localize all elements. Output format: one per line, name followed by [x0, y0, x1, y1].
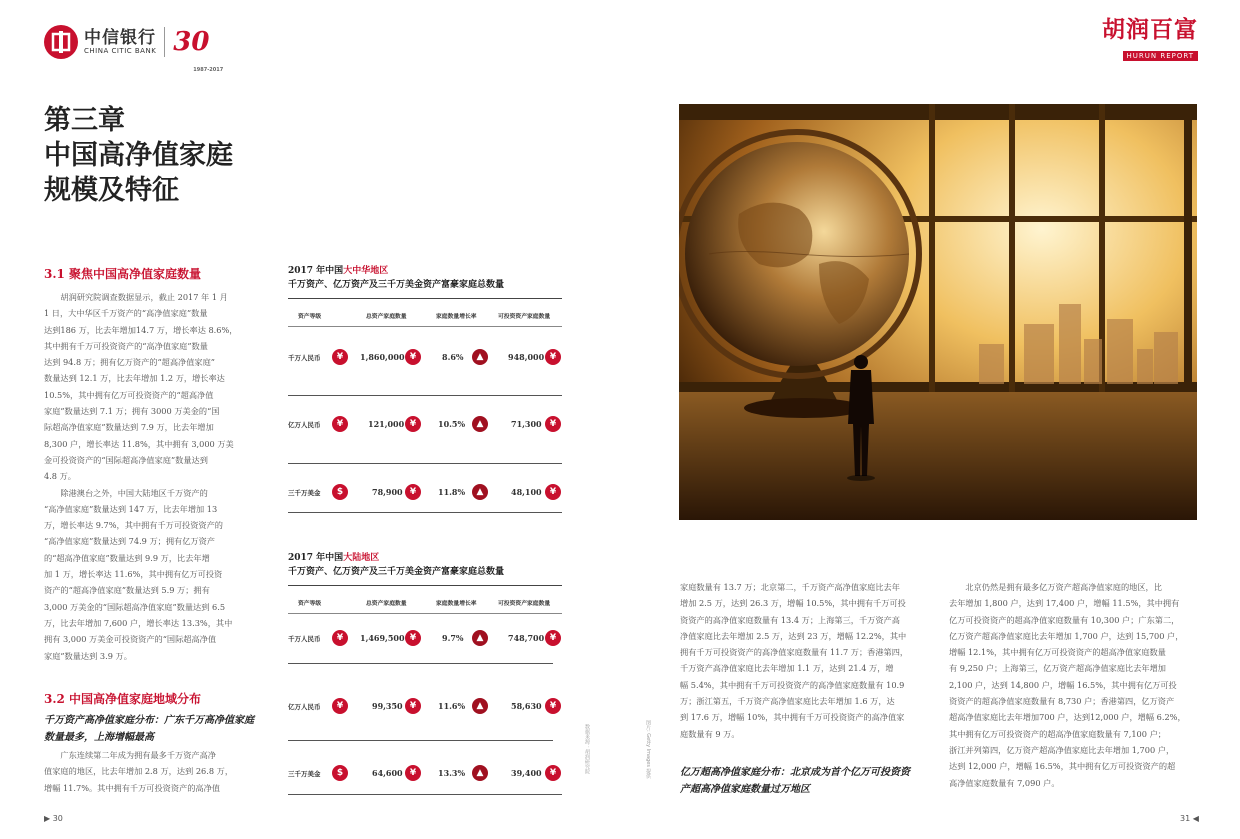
section-heading: 3.1 聚焦中国高净值家庭数量 — [44, 267, 202, 281]
text-line: 超高净值家庭比去年增加700 户，达到12,000 户，增幅 6.2%， — [949, 712, 1186, 723]
growth-rate: 9.7% — [442, 633, 464, 643]
section-heading: 3.2 中国高净值家庭地域分布 — [44, 692, 202, 706]
table-title — [288, 264, 562, 278]
text-line: 除港澳台之外，中国大陆地区千万资产的 — [60, 487, 208, 498]
column-header: 资产等级 — [298, 601, 322, 607]
column-header: 家庭数量增长率 — [436, 601, 477, 607]
column-header: 总资产家庭数量 — [366, 314, 407, 320]
text-line: 增幅 11.7%。其中拥有千万可投资资产的高净值 — [44, 782, 220, 793]
table-rule — [288, 298, 562, 299]
rmb-coin-icon: ¥ — [332, 349, 348, 365]
section-body — [44, 747, 246, 796]
table-row — [288, 696, 562, 716]
rmb-coin-icon: ¥ — [332, 416, 348, 432]
growth-arrow-icon: ▲ — [472, 630, 488, 646]
table-rule — [288, 663, 553, 664]
investable-households: 948,000 — [508, 352, 545, 362]
page-arrow-icon: ◀ — [1190, 814, 1199, 823]
yen-coin-icon: ¥ — [405, 698, 421, 714]
text-line: 有 9,250 户；上海第三，亿万资产超高净值家庭比去年增加 — [949, 663, 1166, 674]
text-line: 幅 5.4%，其中拥有千万可投资资产的高净值家庭数量有 10.9 — [680, 679, 905, 690]
text-line: 亿万资产超高净值家庭比去年增加 1,700 户，达到 15,700 户， — [949, 630, 1184, 641]
text-line: 4.8 万。 — [44, 471, 76, 482]
text-line: 的“超高净值家庭”数量达到 9.9 万，比去年增 — [44, 552, 210, 563]
anniversary-mark — [173, 27, 224, 73]
investable-households: 71,300 — [511, 419, 542, 429]
text-line: 万，比去年增加 7,600 户，增长率达 13.3%，其中 — [44, 617, 233, 628]
investable-households: 39,400 — [511, 768, 542, 778]
citic-bank-logo — [44, 22, 224, 73]
text-line: 8,300 户，增长率达 11.8%，其中拥有 3,000 万美 — [44, 438, 234, 449]
growth-rate: 11.8% — [438, 487, 466, 497]
total-households: 64,600 — [372, 768, 403, 778]
table-row — [288, 628, 562, 648]
text-line: 资资产的超高净值家庭数量有 8,730 户；香港第四，亿万资产 — [949, 696, 1175, 707]
dollar-coin-icon: $ — [332, 765, 348, 781]
row-label: 三千万美金 — [288, 488, 321, 497]
text-line: 千万资产高净值家庭比去年增加 1.1 万，达到 21.4 万，增 — [680, 663, 894, 674]
text-line: 增幅 12.1%，其中拥有亿万可投资资产的超高净值家庭数量 — [949, 647, 1166, 658]
table-row — [288, 414, 562, 434]
table-title-region: 大中华地区 — [343, 266, 389, 276]
table-greater-china — [288, 264, 562, 514]
growth-rate: 13.3% — [438, 768, 466, 778]
table-row — [288, 763, 562, 783]
text-line: 增加 2.5 万，达到 26.3 万，增幅 10.5%，其中拥有千万可投 — [680, 598, 906, 609]
growth-arrow-icon: ▲ — [472, 765, 488, 781]
bank-name-en: CHINA CITIC BANK — [84, 47, 157, 55]
body-column — [680, 579, 928, 742]
hurun-logo — [1078, 18, 1198, 62]
yen-coin-icon: ¥ — [545, 765, 561, 781]
chapter-title-line: 规模及特征 — [44, 175, 179, 206]
hurun-name-en: HURUN REPORT — [1123, 51, 1198, 61]
column-header: 可投资资产家庭数量 — [498, 601, 551, 607]
total-households: 99,350 — [372, 701, 403, 711]
yen-coin-icon: ¥ — [545, 630, 561, 646]
table-subtitle: 千万资产、亿万资产及三千万美金资产富豪家庭总数量 — [288, 567, 505, 577]
citic-emblem-icon — [44, 25, 78, 59]
text-line: 庭数量有 9 万。 — [680, 728, 740, 739]
text-line: 亿万可投资资产的超高净值家庭数量有 10,300 户；广东第二， — [949, 614, 1180, 625]
growth-rate: 10.5% — [438, 419, 466, 429]
growth-arrow-icon: ▲ — [472, 484, 488, 500]
bank-name-cn: 中信银行 — [84, 28, 156, 48]
text-line: 去年增加 1,800 户，达到 17,400 户，增幅 11.5%，其中拥有 — [949, 598, 1180, 609]
rmb-coin-icon: ¥ — [332, 698, 348, 714]
text-line: 家庭数量有 13.7 万；北京第二，千万资产高净值家庭比去年 — [680, 582, 900, 592]
chapter-title-line: 中国高净值家庭 — [44, 140, 233, 171]
text-line: 资产的“超高净值家庭”数量达到 5.9 万；拥有 — [44, 585, 210, 596]
growth-arrow-icon: ▲ — [472, 349, 488, 365]
page-number-left — [44, 814, 63, 823]
total-households: 78,900 — [372, 487, 403, 497]
growth-rate: 8.6% — [442, 352, 464, 362]
text-line: 2,100 户，达到 14,800 户，增幅 16.5%，其中拥有亿万可投 — [949, 679, 1177, 690]
table-title-region: 大陆地区 — [343, 553, 380, 563]
column-header: 可投资资产家庭数量 — [498, 314, 551, 320]
text-line: 值家庭的地区，比去年增加 2.8 万，达到 26.8 万， — [44, 766, 234, 777]
growth-arrow-icon: ▲ — [472, 416, 488, 432]
text-line: 资资产的高净值家庭数量有 13.4 万；上海第三，千万资产高 — [680, 614, 900, 625]
text-line: 其中拥有亿万可投资资产的超高净值家庭数量有 7,100 户； — [949, 728, 1166, 739]
chapter-title — [44, 103, 233, 208]
text-line: 到 17.6 万，增幅 10%，其中拥有千万可投资资产的高净值家 — [680, 712, 905, 723]
table-subtitle: 千万资产、亿万资产及三千万美金资产富豪家庭总数量 — [288, 280, 505, 290]
investable-households: 48,100 — [511, 487, 542, 497]
text-line: 万；浙江第五，千万资产高净值家庭比去年增加 1.6 万，达 — [680, 696, 895, 707]
text-line: 数量达到 12.1 万，比去年增加 1.2 万，增长率达 — [44, 373, 225, 384]
image-credit: 图片: Getty Images 提供 — [645, 720, 651, 779]
yen-coin-icon: ¥ — [405, 416, 421, 432]
total-households: 121,000 — [368, 419, 405, 429]
text-line: 胡润研究院调查数据显示，截止 2017 年 1 月 — [60, 292, 228, 302]
yen-coin-icon: ¥ — [545, 698, 561, 714]
column-header: 总资产家庭数量 — [366, 601, 407, 607]
text-line: 际超高净值家庭”数量达到 7.9 万，比去年增加 — [44, 422, 214, 433]
table-row — [288, 347, 562, 367]
yen-coin-icon: ¥ — [405, 484, 421, 500]
logo-divider — [164, 27, 165, 57]
page-number-value: 31 — [1180, 814, 1191, 823]
text-line: 其中拥有千万可投资资产的“高净值家庭”数量 — [44, 340, 208, 351]
text-line: 万，增长率达 9.7%，其中拥有千万可投资资产的 — [44, 520, 223, 531]
sub-heading-line: 产超高净值家庭数量过万地区 — [680, 784, 810, 795]
text-line: 3,000 万美金的“国际超高净值家庭”数量达到 6.5 — [44, 601, 226, 612]
dollar-coin-icon: $ — [332, 484, 348, 500]
data-source-credit: 数据来源：胡润研究院 — [584, 724, 590, 774]
column-header: 资产等级 — [298, 314, 322, 320]
table-title-prefix: 2017 年中国 — [288, 266, 344, 276]
text-line: 浙江并列第四，亿万资产超高净值家庭比去年增加 1,700 户， — [949, 744, 1175, 755]
text-line: 高净值家庭数量有 7,090 户。 — [949, 777, 1060, 788]
sub-heading — [44, 712, 254, 746]
row-label: 亿万人民币 — [288, 420, 321, 429]
yen-coin-icon: ¥ — [545, 416, 561, 432]
yen-coin-icon: ¥ — [405, 349, 421, 365]
table-rule — [288, 613, 562, 614]
body-column — [949, 579, 1197, 791]
row-label: 亿万人民币 — [288, 702, 321, 711]
investable-households: 748,700 — [508, 633, 545, 643]
page-number-value: 30 — [52, 814, 63, 823]
table-rule — [288, 395, 562, 396]
investable-households: 58,630 — [511, 701, 542, 711]
yen-coin-icon: ¥ — [545, 349, 561, 365]
text-line: 广东连续第二年成为拥有最多千万资产高净 — [60, 750, 216, 760]
sub-heading-line: 数量最多，上海增幅最高 — [44, 732, 154, 743]
anniversary-number: 30 — [173, 27, 210, 57]
text-line: 家庭”数量达到 3.9 万。 — [44, 650, 132, 661]
table-mainland-china — [288, 551, 562, 801]
text-line: 达到 94.8 万；拥有亿万资产的“超高净值家庭” — [44, 357, 215, 368]
column-header: 家庭数量增长率 — [436, 314, 477, 320]
table-rule — [288, 585, 562, 586]
total-households: 1,860,000 — [360, 352, 405, 362]
globe-businessman-photo — [679, 104, 1197, 520]
text-line: 拥有千万可投资资产的高净值家庭数量有 11.7 万；香港第四， — [680, 647, 909, 658]
sub-heading — [680, 764, 940, 798]
yen-coin-icon: ¥ — [405, 630, 421, 646]
table-rule — [288, 740, 553, 741]
sub-heading-line: 千万资产高净值家庭分布：广东千万高净值家庭 — [44, 715, 254, 726]
row-label: 千万人民币 — [288, 353, 321, 362]
text-line: “高净值家庭”数量达到 147 万，比去年增加 13 — [44, 503, 218, 514]
table-title-prefix: 2017 年中国 — [288, 553, 344, 563]
text-line: 加 1 万，增长率达 11.6%，其中拥有亿万可投资 — [44, 569, 223, 580]
page-number-right — [1180, 814, 1199, 823]
rmb-coin-icon: ¥ — [332, 630, 348, 646]
chapter-number: 第三章 — [44, 105, 125, 136]
table-title — [288, 551, 562, 565]
text-line: 1 日，大中华区千万资产的“高净值家庭”数量 — [44, 308, 208, 319]
text-line: 达到 12,000 户，增幅 16.5%，其中拥有亿万可投资资产的超 — [949, 761, 1176, 772]
row-label: 千万人民币 — [288, 634, 321, 643]
table-row — [288, 482, 562, 502]
yen-coin-icon: ¥ — [545, 484, 561, 500]
anniversary-years: 1987-2017 — [193, 67, 224, 73]
text-line: 金可投资资产的“国际超高净值家庭”数量达到 — [44, 454, 208, 465]
table-rule — [288, 512, 562, 513]
text-line: 10.5%，其中拥有亿万可投资资产的“超高净值 — [44, 389, 214, 400]
total-households: 1,469,500 — [360, 633, 405, 643]
table-rule — [288, 463, 562, 464]
row-label: 三千万美金 — [288, 769, 321, 778]
growth-arrow-icon: ▲ — [472, 698, 488, 714]
text-line: 达到186 万，比去年增加14.7 万，增长率达 8.6%， — [44, 324, 238, 335]
table-rule — [288, 794, 562, 795]
text-line: 净值家庭比去年增加 2.5 万，达到 23 万，增幅 12.2%，其中 — [680, 630, 907, 641]
section-body — [44, 289, 246, 664]
text-line: 拥有 3,000 万美金可投资资产的“国际超高净值 — [44, 634, 217, 645]
table-rule — [288, 326, 562, 327]
yen-coin-icon: ¥ — [405, 765, 421, 781]
hurun-name-cn: 胡润百富 — [1102, 17, 1198, 43]
text-line: 北京仍然是拥有最多亿万资产超高净值家庭的地区，比 — [965, 582, 1162, 592]
text-line: “高净值家庭”数量达到 74.9 万；拥有亿万资产 — [44, 536, 215, 547]
text-line: 家庭”数量达到 7.1 万；拥有 3000 万美金的“国 — [44, 406, 220, 417]
growth-rate: 11.6% — [438, 701, 466, 711]
page-arrow-icon: ▶ — [44, 814, 53, 823]
sub-heading-line: 亿万超高净值家庭分布：北京成为首个亿万可投资资 — [680, 767, 910, 778]
